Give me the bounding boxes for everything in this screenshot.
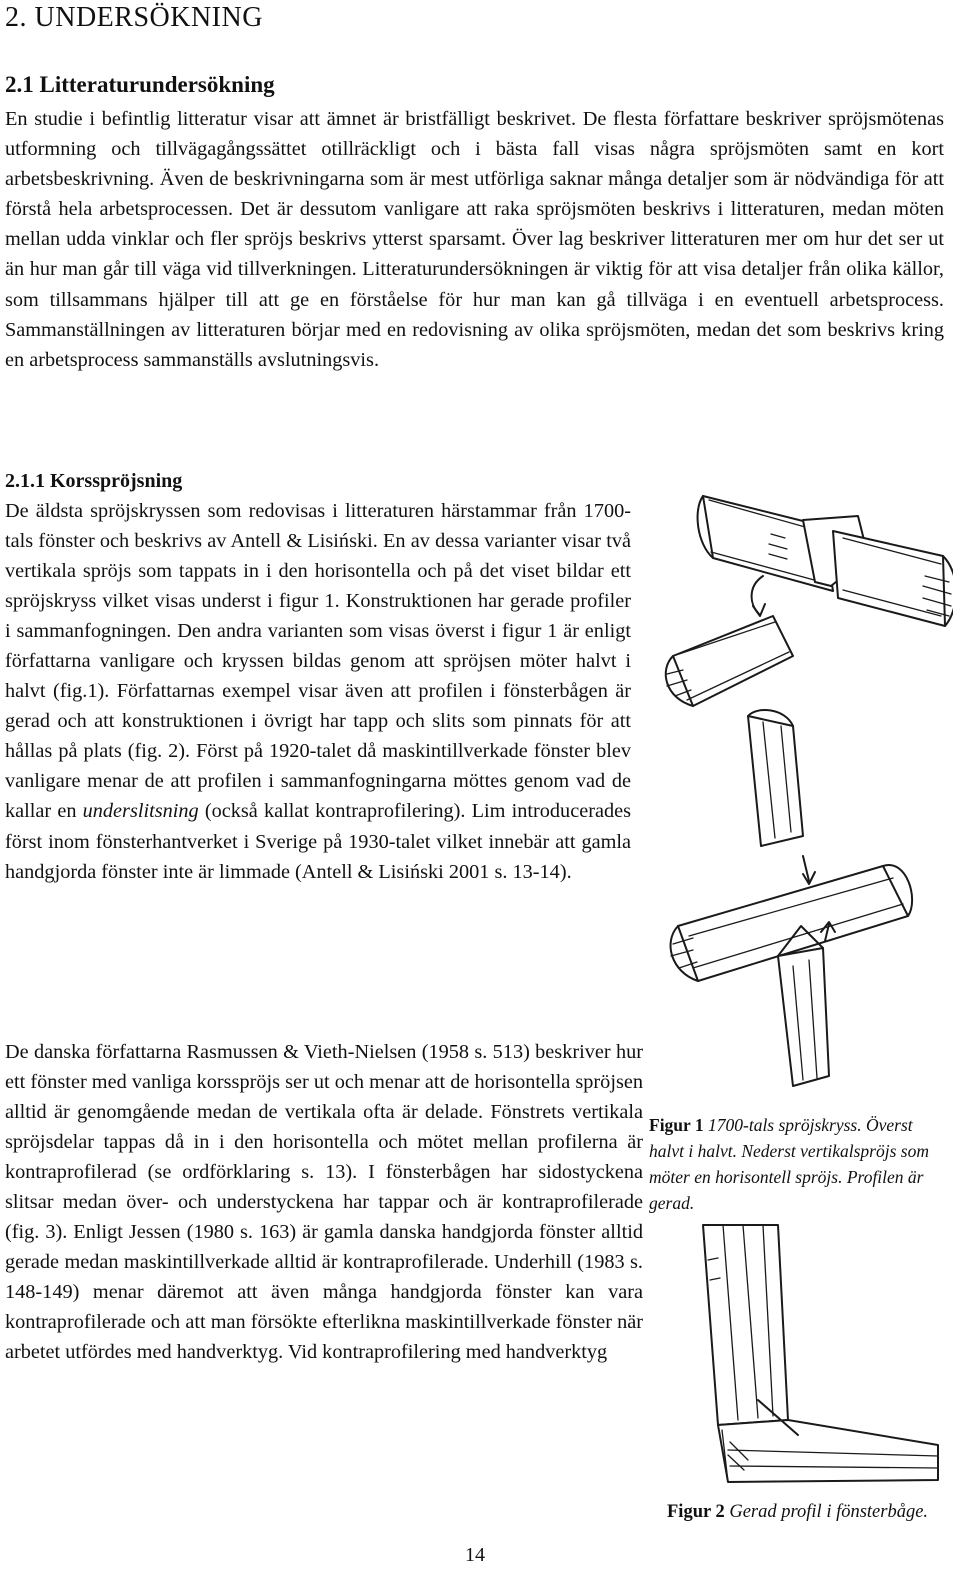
figure2-caption (667, 1499, 957, 1525)
term-underslitsning: underslitsning (82, 800, 199, 823)
figure1-caption (649, 1112, 949, 1216)
subsection-heading: 2.1 Litteraturundersökning (5, 72, 275, 97)
halved-joint-drawing (666, 496, 953, 706)
danish-authors-paragraph: De danska författarna Rasmussen & Vieth-Nielsen (1958 s. 513) beskriver hur ett fönster med vanliga korsspröjs ser ut och menar att de horisontella spröjsen alltid är genomgående medan de vertikala ofta är delade. Fönstrets vertikala spröjsdelar tappas då in i den horisontella och mötet mellan profilerna är kontraprofilerad (se ordförklaring s. 13). I fönsterbågen har sidostyckena slitsar medan över- och understyckena har tappar och är kontraprofilerade (fig. 3). Enligt Jessen (1980 s. 163) är gamla danska handgjorda fönster alltid gerade medan maskintillverkade alltid är kontraprofilerade. Underhill (1983 s. 148-149) menar däremot att även många handgjorda fönster kan vara kontraprofilerade och att man försökte efterlikna maskintillverkade fönster när arbetet utfördes med handverktyg. Vid kontraprofilering med handverktyg (5, 1041, 643, 1364)
page-number: 14 (465, 1544, 485, 1566)
section-heading: 2. UNDERSÖKNING (5, 2, 263, 33)
paragraph-text-part-2: (också kallat kontraprofilering). Lim introducerades först inom fönsterhantverket i Sverige på 1930-talet vilket innebär att gamla handgjorda fönster inte är limmade (Antell & Lisiński 2001 s. 13-14). (5, 800, 631, 883)
korssprojsning-paragraph (5, 496, 631, 887)
figure2-illustration (648, 1220, 948, 1490)
korssprojsning-heading: 2.1.1 Korsspröjsning (5, 470, 183, 492)
tenoned-joint-drawing (671, 710, 913, 1086)
figure1-caption-text: 1700-tals spröjskryss. Överst halvt i halvt. Nederst vertikalspröjs som möter en horisontell spröjs. Profilen är gerad. (649, 1115, 929, 1213)
figure2-caption-text: Gerad profil i fönsterbåge. (729, 1502, 929, 1522)
paragraph-text-part-1: De äldsta spröjskryssen som redovisas i litteraturen härstammar från 1700-tals fönster och beskrivs av Antell & Lisiński. En av dessa varianter visar två vertikala spröjs som tappats in i den horisontella och på det viset bildar ett spröjskryss vilket visas underst i figur 1. Konstruktionen har gerade profiler i sammanfogningen. Den andra varianten som visas överst i figur 1 är enligt författarna vanligare och kryssen bildas genom att spröjsen möter halvt i halvt (fig.1). Författarnas exempel visar även att profilen i fönsterbågen är gerad och att konstruktionen i övrigt har tapp och slits som pinnats för att hållas på plats (fig. 2). Först på 1920-talet då maskintillverkade fönster blev vanligare menar de att profilen i sammanfogningarna möttes genom vad de kallar en (5, 500, 631, 823)
mitred-profile-drawing (703, 1225, 938, 1482)
figure1-label: Figur 1 (649, 1115, 704, 1135)
figure2-label: Figur 2 (667, 1502, 725, 1522)
intro-paragraph: En studie i befintlig litteratur visar att ämnet är bristfälligt beskrivet. De flesta författare beskriver spröjsmötenas utformning och tillvägagångssättet otillräckligt och i bästa fall visas några spröjsmöten samt en kort arbetsbeskrivning. Även de beskrivningarna som är mest utförliga saknar många detaljer som är nödvändiga för att förstå hela arbetsprocessen. Det är dessutom vanligare att raka spröjsmöten beskrivs i litteraturen, medan möten mellan udda vinklar och fler spröjs beskrivs ytterst sparsamt. Över lag beskriver litteraturen mer om hur det ser ut än hur man går till väga vid tillverkningen. Litteraturundersökningen är viktig för att visa detaljer från olika källor, som tillsammans hjälper till att ge en förståelse för hur man kan gå tillväga i en eventuell arbetsprocess. Sammanställningen av litteraturen börjar med en redovisning av olika spröjsmöten, medan det som beskrivs kring en arbetsprocess sammanställs avslutningsvis. (5, 108, 944, 371)
figure1-illustration (653, 486, 953, 1096)
